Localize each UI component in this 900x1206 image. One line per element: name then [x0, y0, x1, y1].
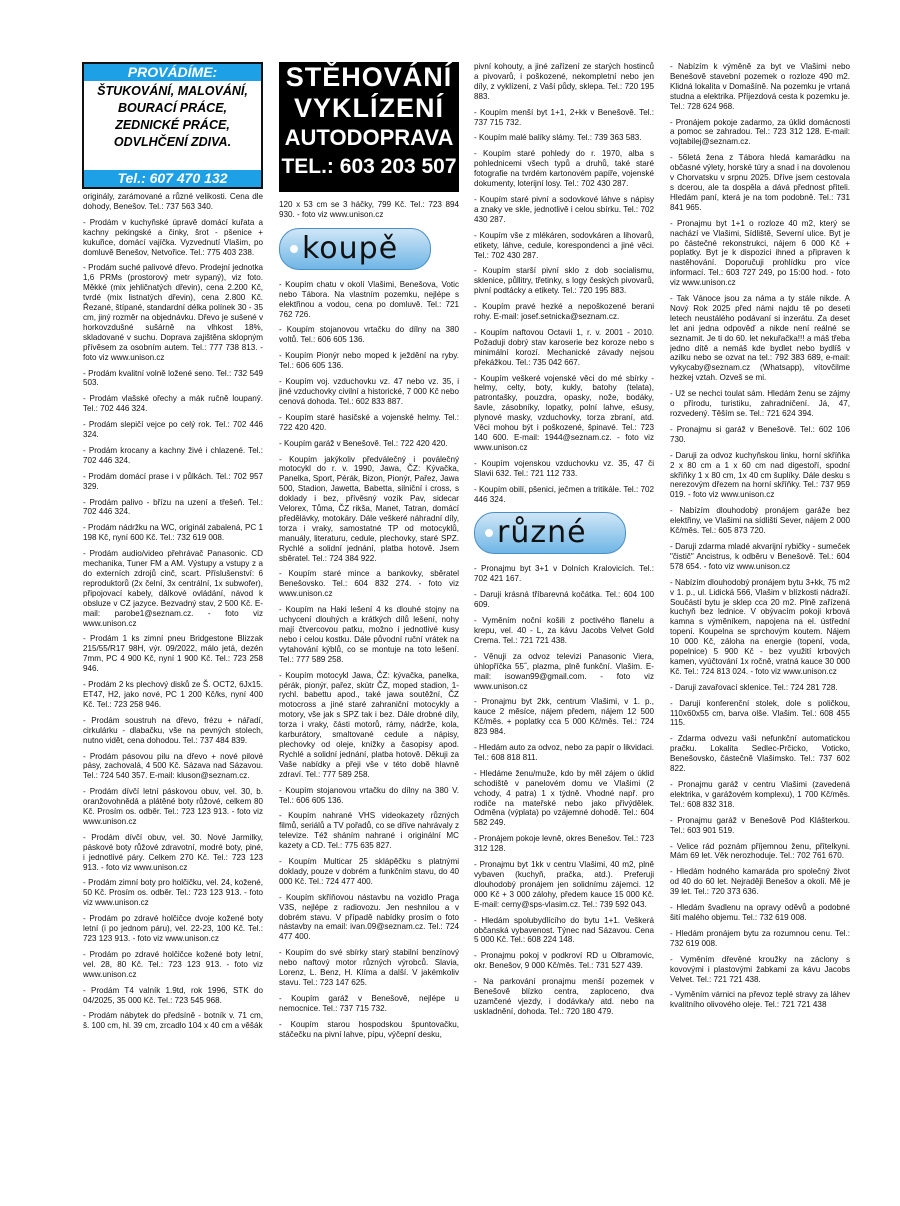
classified-ad: - Koupím veškeré vojenské věci do mé sbírky - helmy, celty, boty, kukly, batohy (telata), patrontašky, pouzdra, opasky, nože, bodáky, šavle, zásobníky, lopatky, polní lahve, ešusy, plynové masky, vzduchovky, torza zbraní, atd. Věci mohou být i poškozené, špinavé. Tel.: 723 140 600. E-mail: 1944@seznam.cz. - foto viz www.unison.cz — [474, 373, 654, 452]
classified-ad: - Pronajmu byt 2kk, centrum Vlašimi, v 1. p., kauce 2 měsíce, nájem předem, nájem 12 500 Kč/měs. + poplatky cca 5 000 Kč/měs. Tel.: 724 823 984. — [474, 697, 654, 737]
classified-ad: - Koupím chatu v okolí Vlašimi, Benešova, Votic nebo Tábora. Na vlastním pozemku, nejlépe s elektřinou a vodou, cena po domluvě. Tel.: 721 762 726. — [279, 279, 459, 319]
classified-ad: - Prodám dívčí obuv, vel. 30. Nové Jarmilky, páskové boty růžové zdravotní, modré boty, piné, i jednotlivé páry. Celkem 270 Kč. Tel.: 723 123 913. - foto viz www.unison.cz — [83, 832, 263, 872]
classified-ad: - Koupím jakýkoliv předválečný i poválečný motocykl do r. v. 1990, Jawa, ČZ: Kývačka, Panelka, Sport, Pérák, Bizon, Pionýr, Pařez, Jawa 500, Stadion, Jawetta, Babetta, silniční i cross, s doklady i bez, přívěsný vozík Pav, sidecar Velorex, Tůma, ČZ rikša, Manet, Tatran, domácí předělávky, motokáry. Dále veškeré náhradní díly, torza i vraky, samostatné TP od motocyklů, manuály, literaturu, cedule, plechovky, staré SPZ. Rychlé a solidní jednání, platba hotově. Jsem sběratel. Tel.: 724 384 922. — [279, 454, 459, 563]
classified-ad: - Pronájem pokoje levně, okres Benešov. Tel.: 723 312 128. — [474, 834, 654, 854]
classified-ad: - Prodám audio/video přehrávač Panasonic. CD mechanika, Tuner FM a AM. Výstupy a vstupy z a do externích zdrojů cinč, scart. Příslušenství: 6 reproduktorů (2x čelní, 3x centrální, 1x subwofer), připojovací kabely, dálkové ovládání, návod k obsluze v CZ jazyce. Bezvadný stav, 2 500 Kč. E-mail: parobe1@seznam.cz. - foto viz www.unison.cz — [83, 549, 263, 628]
classified-ad: - Koupím naftovou Octavii 1, r. v. 2001 - 2010. Požaduji dobrý stav karoserie bez koroze nebo s minimální korozí. Mechanické závady nejsou překážkou. Tel.: 735 042 667. — [474, 327, 654, 367]
ad-line: ODVLHČENÍ ZDIVA. — [113, 135, 232, 149]
koupe-list — [279, 280, 459, 1040]
section-title: různé — [497, 515, 587, 551]
classified-ad: - Prodám vlašské ořechy a mák ručně loupaný. Tel.: 702 446 324. — [83, 394, 263, 414]
classified-ad: - Koupím nahrané VHS videokazety různých filmů, seriálů a TV pořadů, co se dříve nahrávaly z televize. Též sháním nahrané i originální MC kazety a CD. Tel.: 775 635 827. — [279, 811, 459, 851]
classified-ad: - Daruji zdarma mladé akvarijní rybičky - sumeček "čistič" Ancistrus, k odběru v Benešově. Tel.: 604 578 654. - foto viz www.unison.cz — [670, 541, 850, 571]
classified-ad: - Velice rád poznám příjemnou ženu, přítelkyni. Mám 69 let. Věk nerozhoduje. Tel.: 702 761 670. — [670, 841, 850, 861]
classified-ad: - Koupím do své sbírky starý stabilní benzínový nebo naftový motor různých výrobců. Slavia, Lorenz, L. Benz, H. Klíma a další. V jakémkoliv stavu. Tel.: 723 147 625. — [279, 948, 459, 987]
ad-stehovani-line1: STĚHOVÁNÍ — [285, 62, 453, 92]
classified-ad: - Prodám v kuchyňské úpravě domácí kuřata a kachny pekingské a činky, šrot - pšenice + kukuřice, domácí vajíčka. Vyzvednutí Vlašim, po domluvě Benešov, Netvořice. Tel.: 775 403 238. — [83, 217, 263, 257]
classified-ad: - Prodám 1 ks zimní pneu Bridgestone Blizzak 215/55/R17 98H, výr. 09/2022, málo jetá, dezén 7mm, PC 4 900 Kč, nyní 1 900 Kč. Tel.: 723 258 946. — [83, 634, 263, 674]
classified-ad: - Prodám pásovou pilu na dřevo + nové pilové pásy, zachovalá, 4 500 Kč. Sázava nad Sázavou. Tel.: 724 540 357. E-mail: kluson@seznam.cz. — [83, 751, 263, 781]
classified-ad: - Hledám švadlenu na opravy oděvů a podobné šití malého objemu. Tel.: 732 619 008. — [670, 903, 850, 922]
classified-ad: - Prodám zimní boty pro holčičku, vel. 24, kožené, 50 Kč. Prosím os. odběr. Tel.: 723 123 913. - foto viz www.unison.cz — [83, 878, 263, 908]
classified-ad: - Prodám 2 ks plechový disků ze Š. OCT2, 6Jx15. ET47, H2, jako nové, PC 1 200 Kč/ks, nyní 400 Kč. Tel.: 723 258 946. — [83, 680, 263, 709]
classified-ad: - Prodám nábytek do předsíně - botník v. 71 cm, š. 100 cm, hl. 39 cm, zrcadlo 104 x 40 cm a věšák — [83, 1011, 263, 1031]
classified-ad: - Koupím staré hasičské a vojenské helmy. Tel.: 722 420 420. — [279, 412, 459, 432]
classified-ad: - Vyměním várnici na převoz teplé stravy za láhev kvalitního olivového oleje. Tel.: 721 721 438 — [670, 990, 850, 1010]
column-1 — [83, 192, 263, 1037]
classified-ad: - Hledám hodného kamaráda pro společný život od 40 do 60 let. Nejraději Benešov a okolí. Mě je 39 let. Tel.: 720 373 636. — [670, 867, 850, 897]
classified-ad: - Koupím Pionýr nebo moped k ježdění na ryby. Tel.: 606 605 136. — [279, 351, 459, 371]
classified-ad: - Koupím stojanovou vrtačku do dílny na 380 V. Tel.: 606 605 136. — [279, 785, 459, 805]
ad-box-header: PROVÁDÍME: — [84, 64, 261, 81]
classified-ad: - Vyměním noční košili z poctivého flanelu a krepu, vel. 40 - L, za kávu Jacobs Velvet Gold Crema. Tel.: 721 721 438. — [474, 616, 654, 645]
classified-ad: - Prodám kvalitní volně ložené seno. Tel.: 732 549 503. — [83, 368, 263, 388]
classified-ad: - Pronajmu garáž v centru Vlašimi (zavedená elektrika, v garážovém komplexu), 1 700 Kč/měs. Tel.: 608 832 318. — [670, 780, 850, 809]
classified-ad: - Už se nechci toulat sám. Hledám ženu se zájmy o přírodu, turistiku, zahradničení. Já, 47, rozvedený. Těším se. Tel.: 721 624 394. — [670, 389, 850, 418]
classified-ad: - Daruji zavařovací sklenice. Tel.: 724 281 728. — [670, 682, 838, 692]
classified-ad: - Nabízím dlouhodobý pronájem bytu 3+kk, 75 m2 v 1. p., ul. Lidická 566, Vlašim v blízkosti nádraží. Součástí bytu je sklep cca 20 m2. Plně zařízená kuchyň bez lednice. V obývacím pokoji krbová kamna s výměníkem, napojena na el. ústřední topení. Koupelna se sprchovým koutem. Nájem 10 000 Kč, záloha na energie (topení, voda, popelnice) 5 900 Kč - bez využití krbových kamen, vyúčtování 1x ročně, vratná kauce 30 000 Kč. Tel.: 724 813 024. - foto viz www.unison.cz — [670, 577, 850, 676]
classified-ad: - Koupím staré pivní a sodovkové láhve s nápisy a znaky ve skle, jednotlivě i celou sbírku. Tel.: 702 430 287. — [474, 194, 654, 224]
classified-ad: - Tak Vánoce jsou za náma a ty stále nikde. A Nový Rok 2025 před námi najdu tě po deseti letech neustálého podávaní si inzerátu. Za deset let ani jedna odpověď a nikde není reálné se seznamit. Je ti do 60. let nekuřačka!!! a máš třeba jedno dítě a nemáš kde bydlet nebo bydlíš v azilku nebo se ozvat na tel.: 792 383 689, e-mail: vykycaby@seznam.cz (Whatsapp), vítovčilme hezkej vztah. Ozveš se mi. — [670, 294, 850, 383]
column-4 — [670, 62, 850, 1016]
section-header-koupe — [279, 226, 459, 272]
classified-ad: - Koupím Multicar 25 sklápěčku s platnými doklady, pouze v dobrém a funkčním stavu, do 40 000 Kč. Tel.: 724 477 400. — [279, 857, 459, 886]
classified-ad: - Koupím staré pohledy do r. 1970, alba s pohlednicemi všech typů a druhů, také staré fotografie na tvrdém kartonovém papíře, vojenské dokumenty, loterijní losy. Tel.: 702 430 287. — [474, 149, 654, 189]
classified-ad: - Prodám krocany a kachny živé i chlazené. Tel.: 702 446 324. — [83, 445, 263, 465]
classified-ad: - Koupím obilí, pšenici, ječmen a tritikále. Tel.: 702 446 324. — [474, 484, 654, 504]
classified-ad: - Pronajmu byt 1+1 o rozloze 40 m2, který se nachází ve Vlašimi, Sídliště, Severní ulice. Byt je po částečné rekonstrukci, nájem 6 000 Kč + poplatky. Byt je k dispozici ihned a připraven k nastěhování. Doporučuji prohlídku pro více informací. Tel.: 603 727 249, po 15:00 hod. - foto viz www.unison.cz — [670, 218, 850, 288]
classified-ad: - Pronajmu garáž v Benešově Pod Klášterkou. Tel.: 603 901 519. — [670, 815, 850, 835]
classified-ad: - Pronájem pokoje zadarmo, za úklid domácnosti a pomoc se zahradou. Tel.: 723 312 128. E-mail: vojtabilej@seznam.cz. — [670, 117, 850, 147]
classified-ad: - Koupím malé balíky slámy. Tel.: 739 363 583. — [474, 133, 642, 143]
classified-ad: - Daruji konferenční stolek, dole s poličkou, 110x60x55 cm, barva olše. Vlašim. Tel.: 608 455 115. — [670, 698, 850, 728]
classified-ad: - Koupím skříňovou nástavbu na vozidlo Praga V3S, nejlépe z radiovozu. Jen neshnilou a v dobrém stavu. V případě nabídky prosím o foto nástavby na email: ivan.09@seznam.cz. Tel.: 724 477 400. — [279, 892, 459, 942]
column-2 — [279, 200, 459, 1046]
classified-ad: - Vyměním dřevěné kroužky na záclony s kovovými i plastovými žabkami za kávu Jacobs Velvet. Tel.: 721 721 438. — [670, 954, 850, 984]
bullet-icon — [290, 245, 298, 253]
classified-ad: - 56letá žena z Tábora hledá kamarádku na občasné výlety, horské túry a snad i na dovolenou v Chorvatsku v srpnu 2025. Dříve jsem cestovala s dcerou, ale ta dospěla a dává přednost přiteli. Hledám paní, která je na tom podobně. Tel.: 731 841 965. — [670, 153, 850, 212]
classified-ad: - Prodám nádržku na WC, originál zabalená, PC 1 198 Kč, nyní 600 Kč. Tel.: 732 619 008. — [83, 523, 263, 543]
bullet-icon — [485, 529, 493, 537]
ad-line: ŠTUKOVÁNÍ, MALOVÁNÍ, — [97, 84, 248, 98]
classified-ad: - Prodám suché palivové dřevo. Prodejní jednotka 1,6 PRMs (prostorový metr sypaný), viz foto. Měkké (mix jehličnatých dřevin), cena 2.200 Kč, tvrdé (mix listnatých dřevin), cena 2.800 Kč. Řezané, štípané, standardní délka polínek 30 - 35 cm, jiný rozměr na objednávku. Dřevo je sušené v horkovzdušné sušárně na vlhkost 18%, skladované v suchu. Doprava zajištěna sklopným přívěsem za osobním autem. Tel.: 777 738 813. - foto viz www.unison.cz — [83, 263, 263, 362]
classified-ad: - Prodám domácí prase i v půlkách. Tel.: 702 957 329. — [83, 471, 263, 491]
classified-ad: - Koupím menší byt 1+1, 2+kk v Benešově. Tel.: 737 715 732. — [474, 107, 654, 127]
classified-ad: - Koupím na Haki lešení 4 ks dlouhé stojny na uchycení dlouhých a krátkých dílů lešení, nohy mají čtvercovou patku, možno i jednotlivé kusy nebo i celou kostku. Dále původní ruční vrátek na vytahování kýblů, co se montuje na toto lešení. Tel.: 777 589 258. — [279, 605, 459, 664]
classified-ad: - Koupím garáž v Benešově. Tel.: 722 420 420. — [279, 438, 448, 448]
ad-stehovani-tel: TEL.: 603 203 507 — [281, 155, 457, 178]
classified-ad: - Prodám soustruh na dřevo, frézu + nářadí, cirkulárku - dlabačku, vše na pevných stolech, nutno vidět, cena dohodou. Tel.: 737 484 839. — [83, 715, 263, 745]
section-header-ruzne — [474, 510, 654, 556]
section-title: koupě — [302, 230, 399, 266]
ad-box-stehovani — [279, 62, 459, 192]
classified-ad: - Pronajmu pokoj v podkroví RD u Olbramovic, okr. Benešov, 9 000 Kč/měs. Tel.: 731 527 439. — [474, 951, 654, 971]
classified-ad: - Koupím vše z mlékáren, sodovkáren a lihovarů, etikety, láhve, cedule, korespondenci a jiné věci. Tel.: 702 430 287. — [474, 230, 654, 260]
ad-stehovani-line2: VYKLÍZENÍ — [293, 93, 444, 123]
classified-ad: - Prodám po zdravé holčičce kožené boty letní, vel. 28, 80 Kč. Tel.: 723 123 913. - foto viz www.unison.cz — [83, 949, 263, 979]
classified-ad: - Hledám pronájem bytu za rozumnou cenu. Tel.: 732 619 008. — [670, 928, 850, 948]
classified-ad: - Pronajmu byt 3+1 v Dolních Kralovicích. Tel.: 702 421 167. — [474, 564, 654, 584]
classified-ad: - Koupím starší pivní sklo z dob socialismu, sklenice, půllitry, třetinky, s logy českých pivovarů, pivní podtácky a etikety. Tel.: 720 195 883. — [474, 266, 654, 296]
classified-ad: - Nabízím dlouhodobý pronájem garáže bez elektřiny, ve Vlašimi na sídlišti Sever, nájem 2 000 Kč/měs. Tel.: 605 873 720. — [670, 506, 850, 536]
ad-line: ZEDNICKÉ PRÁCE, — [115, 118, 230, 132]
section-bubble — [474, 512, 626, 554]
classified-ad: - Koupím staré mince a bankovky, sběratel Benešovsko. Tel.: 604 832 274. - foto viz www.unison.cz — [279, 569, 459, 599]
classified-ad: - Koupím pravé hezké a nepoškozené berani rohy. E-mail: josef.setnicka@seznam.cz. — [474, 302, 654, 322]
ad-box-body — [84, 81, 261, 153]
ad-box-provadime — [82, 62, 263, 189]
classified-ad: - Na parkování pronajmu menší pozemek v Benešově blízko centra, zaploceno, dva uzamčené vjezdy, i dodávka/y atd. nebo na uskladnění, dohoda. Tel.: 720 180 479. — [474, 977, 654, 1016]
classified-ad: pivní kohouty, a jiné zařízení ze starých hostinců a pivovarů, i poškozené, nekompletní nebo jen díly, z vyklízení, z Vaší půdy, sklepa. Tel.: 720 195 883. — [474, 62, 654, 101]
classified-ad: - Daruji krásná tříbarevná kočátka. Tel.: 604 100 609. — [474, 590, 654, 610]
ad-box-tel: Tel.: 607 470 132 — [84, 170, 261, 187]
classified-ad: - Koupím motocykl Jawa, ČZ: kývačka, panelka, pérák, pionýr, pařez, skútr ČZ, moped stadion, 1-rychl. babettu apod., také jawa soutěžní, ČZ motocross a jiné staré zahraniční motocykly a motory, vše jak s SPZ tak i bez. Dále drobné díly, torza i vraky, části motorů, rámy, nádrže, kola, karburátory, smaltované cedule a nápisy, plechovky od oleje, knížky a časopisy apod. Rychlé a solidní jednání, platba hotově. Děkuji za Vaše nabídky a přeji vše v této době hlavně zdraví. Tel.: 777 589 258. — [279, 670, 459, 779]
section-bubble — [279, 228, 431, 270]
classified-ad: - Daruji za odvoz kuchyňskou linku, horní skříňka 2 x 80 cm a 1 x 60 cm nad digestoří, spodní skříňky 1 x 80 cm, 1x 40 cm šuplíky. Dále desku s nerezovým dřezem na horní skříňky. Tel.: 737 959 019. - foto viz www.unison.cz — [670, 450, 850, 500]
classified-ad: - Prodám palivo - břízu na uzení a třešeň. Tel.: 702 446 324. — [83, 497, 263, 517]
classified-ad: - Prodám po zdravé holčičce dvoje kožené boty letní (i po jednom páru), vel. 22-23, 100 Kč. Tel.: 723 123 913. - foto viz www.unison.cz — [83, 914, 263, 943]
classified-ad: - Koupím stojanovou vrtačku do dílny na 380 voltů. Tel.: 606 605 136. — [279, 325, 459, 345]
ad-line: BOURACÍ PRÁCE, — [117, 101, 228, 115]
classified-ad: originály, zarámované a různé velikosti. Cena dle dohody, Benešov. Tel.: 737 563 340. — [83, 192, 263, 211]
classified-ad: - Zdarma odvezu vaši nefunkční automatickou pračku. Lokalita Sedlec-Prčicko, Voticko, Benešovsko, částečně Vlašimsko. Tel.: 737 602 822. — [670, 734, 850, 774]
classified-ad: 120 x 53 cm se 3 háčky, 799 Kč. Tel.: 723 894 930. - foto viz www.unison.cz — [279, 200, 459, 219]
classified-ad: - Prodám dívčí letní páskovou obuv, vel. 30, b. oranžovohnědá a plátěné boty růžové, celkem 80 Kč. Prosím os. odběr. Tel.: 723 123 913. - foto viz www.unison.cz — [83, 787, 263, 826]
classified-ad: - Prodám slepičí vejce po celý rok. Tel.: 702 446 324. — [83, 420, 263, 440]
classified-ad: - Koupím garáž v Benešově, nejlépe u nemocnice. Tel.: 737 715 732. — [279, 993, 459, 1013]
classified-ad: - Koupím voj. vzduchovku vz. 47 nebo vz. 35, i jiné vzduchovky civilní a historické, 7 000 Kč nebo cenová dohoda. Tel.: 602 833 887. — [279, 377, 459, 406]
classified-ad: - Věnuji za odvoz televizi Panasonic Viera, úhlopříčka 55˝, plazma, plně funkční. Vlašim. E-mail: isowan99@gmail.com. - foto viz www.unison.cz — [474, 651, 654, 691]
classified-ad: - Hledáme ženu/muže, kdo by měl zájem o úklid schodiště v panelovém domu ve Vlašimi (2 vchody, 4 patra) 1 x týdně. Vhodné např. pro rodiče na mateřské nebo jako přivýdělek. Odměna (výplata) po vzájemné dohodě. Tel.: 604 582 249. — [474, 768, 654, 828]
koupe-list-continued — [474, 62, 654, 504]
classified-ad: - Hledám spolubydlícího do bytu 1+1. Veškerá občanská vybavenost. Týnec nad Sázavou. Cena 5 000 Kč. Tel.: 608 224 148. — [474, 915, 654, 945]
classified-ad: - Koupím starou hospodskou špuntovačku, stáčečku na pivní lahve, pípu, výčepní desku, — [279, 1019, 459, 1039]
classified-ad: - Pronajmu byt 1kk v centru Vlašimi, 40 m2, plně vybaven (kuchyň, pračka, atd.). Preferuji dlouhodobý pronájem jen solidnímu zájemci. 12 000 Kč + 3 000 zálohy, předem kauce 15 000 Kč. E-mail: cerny@sps-vlasim.cz. Tel.: 739 592 043. — [474, 860, 654, 909]
ruzne-list — [474, 564, 654, 1016]
ad-stehovani-line3: AUTODOPRAVA — [284, 125, 454, 150]
classified-ad: - Nabízím k výměně za byt ve Vlašimi nebo Benešově stavební pozemek o rozloze 490 m2. Klidná lokalita v Domašíně. Na pozemku je vrtaná studna a elektrika. Příjezdová cesta k pozemku je. Tel.: 728 624 968. — [670, 62, 850, 111]
classified-ad: - Pronajmu si garáž v Benešově. Tel.: 602 106 730. — [670, 424, 850, 444]
classified-ad: - Koupím vojenskou vzduchovku vz. 35, 47 či Slavii 632. Tel.: 721 112 733. — [474, 458, 654, 478]
column-3 — [474, 62, 654, 1023]
classified-ad: - Hledám auto za odvoz, nebo za papír o likvidaci. Tel.: 608 818 811. — [474, 743, 654, 762]
classified-ad: - Prodám T4 valník 1.9td, rok 1996, STK do 04/2025, 35 000 Kč. Tel.: 723 545 968. — [83, 985, 263, 1005]
